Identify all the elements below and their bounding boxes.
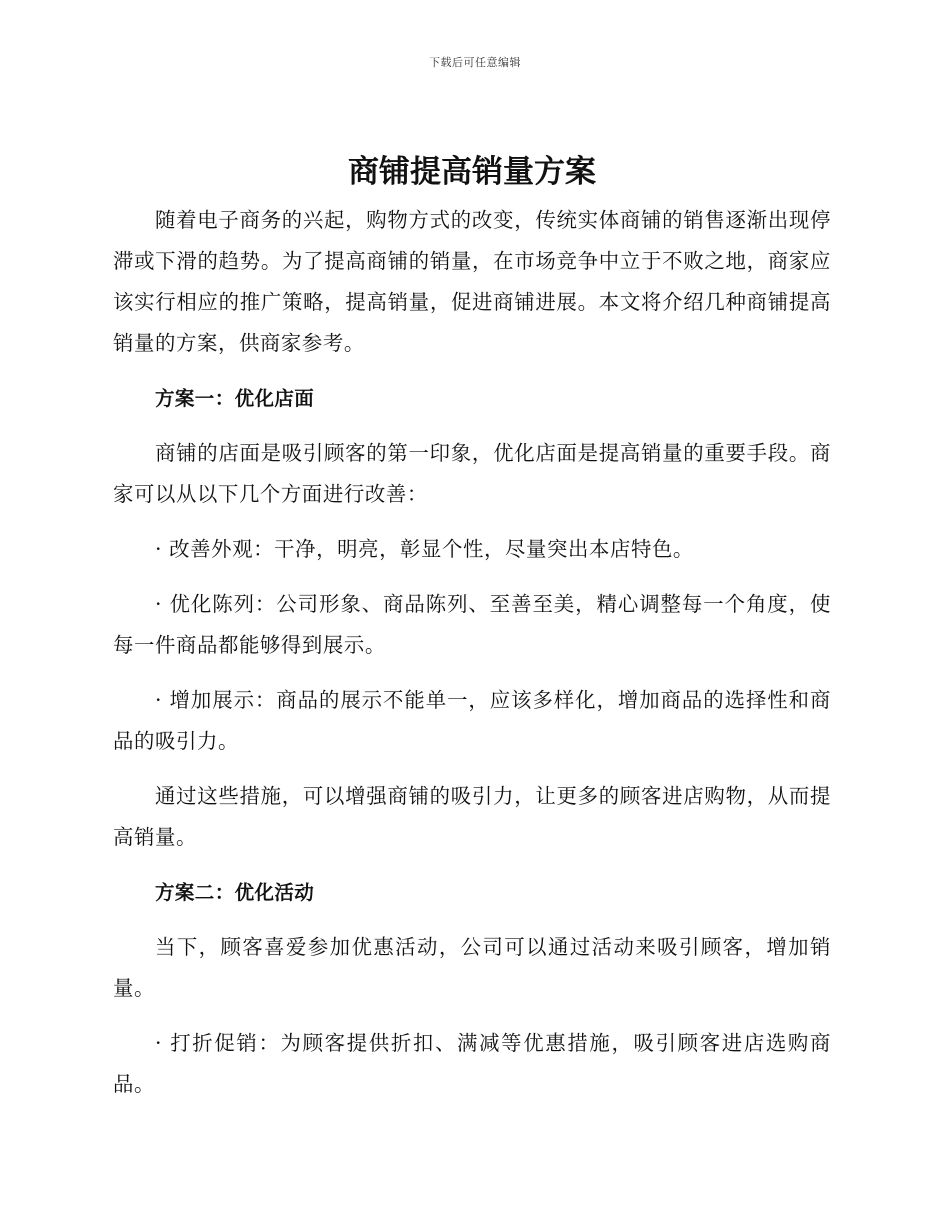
section-1-bullet-1: · 改善外观：干净，明亮，彰显个性，尽量突出本店特色。	[155, 537, 694, 561]
intro-paragraph: 随着电子商务的兴起，购物方式的改变，传统实体商铺的销售逐渐出现停滞或下滑的趋势。为了提高商铺的销量，在市场竞争中立于不败之地，商家应该实行相应的推广策略，提高销量，促进商铺进展。本文将介绍几种商铺提高销量的方案，供商家参考。	[113, 208, 831, 355]
section-2-bullet-1: · 打折促销：为顾客提供折扣、满减等优惠措施，吸引顾客进店选购商品。	[113, 1031, 831, 1096]
section-2-heading: 方案二：优化活动	[155, 881, 315, 904]
document-body	[113, 150, 831, 1105]
section-2-lead: 当下，顾客喜爱参加优惠活动，公司可以通过活动来吸引顾客，增加销量。	[113, 935, 831, 1000]
section-1-bullet-3: · 增加展示：商品的展示不能单一，应该多样化，增加商品的选择性和商品的吸引力。	[113, 688, 831, 753]
section-1-conclusion: 通过这些措施，可以增强商铺的吸引力，让更多的顾客进店购物，从而提高销量。	[113, 784, 831, 849]
section-1-lead: 商铺的店面是吸引顾客的第一印象，优化店面是提高销量的重要手段。商家可以从以下几个方面进行改善：	[113, 441, 831, 506]
section-1-heading: 方案一：优化店面	[155, 387, 315, 410]
page-header-note: 下载后可任意编辑	[429, 56, 521, 69]
document-title: 商铺提高销量方案	[348, 154, 596, 190]
section-1-bullet-2: · 优化陈列：公司形象、商品陈列、至善至美，精心调整每一个角度，使每一件商品都能够得到展示。	[113, 592, 831, 657]
